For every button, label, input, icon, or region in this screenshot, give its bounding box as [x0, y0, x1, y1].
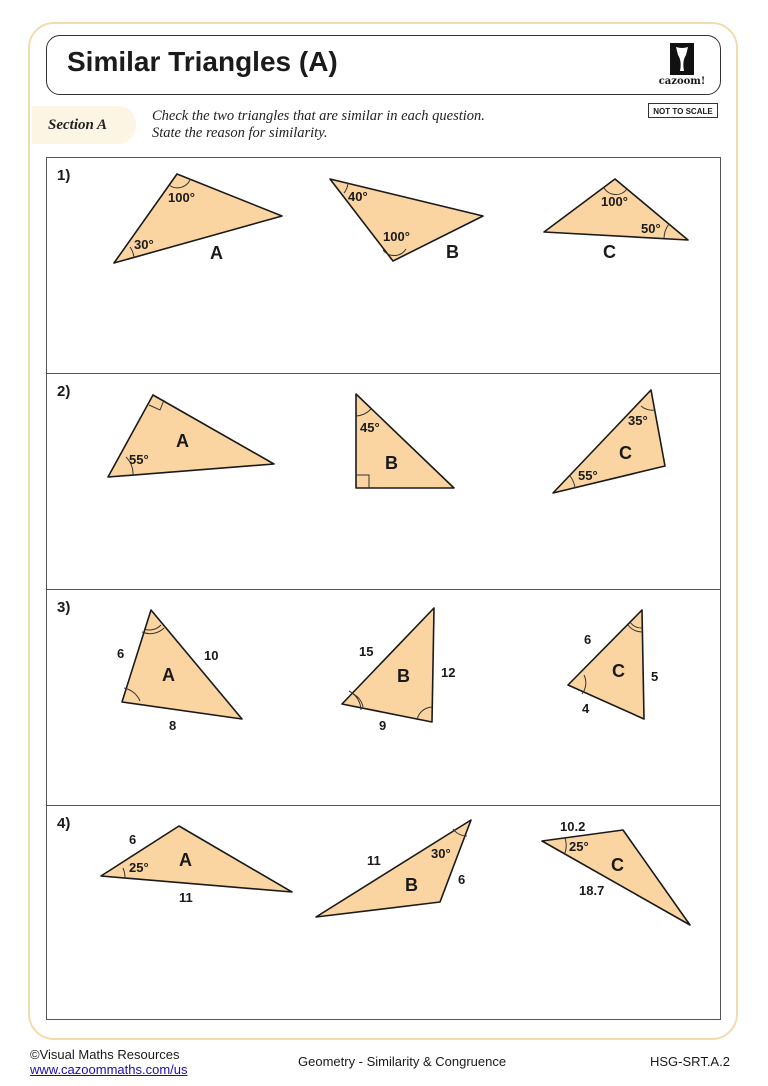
q1-a-angle-1: 100°: [168, 190, 195, 205]
q4-c-label: C: [611, 855, 624, 875]
q3-a-label: A: [162, 665, 175, 685]
question-number: 1): [57, 167, 71, 184]
logo-text: cazoom!: [658, 76, 706, 87]
question-3-panel: [46, 589, 721, 806]
footer-copyright: ©Visual Maths Resources: [30, 1047, 180, 1062]
footer-credits: [30, 1047, 188, 1077]
q2-b-label: B: [385, 453, 398, 473]
q3-b-side-3: 9: [379, 718, 387, 733]
q3-triangle-a[interactable]: [117, 610, 242, 733]
q3-b-label: B: [397, 666, 410, 686]
q4-c-side-1: 10.2: [560, 819, 586, 834]
q4-c-side-2: 18.7: [579, 883, 605, 898]
q4-b-angle: 30°: [431, 846, 451, 861]
q3-a-side-3: 8: [169, 718, 177, 733]
instruction-line-2: State the reason for similarity.: [152, 125, 328, 141]
cazoom-logo-icon: [656, 41, 708, 91]
q4-a-side-2: 11: [179, 890, 193, 905]
q2-a-angle-1: 55°: [129, 452, 149, 467]
q2-c-label: C: [619, 443, 632, 463]
question-number: 4): [57, 815, 71, 832]
q4-triangle-b[interactable]: [316, 820, 471, 917]
section-label: Section A: [48, 117, 108, 133]
q3-c-label: C: [612, 661, 625, 681]
q4-triangle-a[interactable]: [101, 826, 292, 905]
footer-code: HSG-SRT.A.2: [650, 1054, 730, 1069]
title-bar: [46, 35, 721, 95]
q1-c-angle-2: 50°: [641, 221, 661, 236]
q1-a-label: A: [210, 243, 223, 263]
instruction-line-1: Check the two triangles that are similar in each question.: [152, 108, 485, 124]
q4-b-side-1: 11: [367, 853, 381, 868]
q2-triangle-a[interactable]: [108, 395, 274, 477]
q4-c-angle: 25°: [569, 839, 589, 854]
q1-triangle-b[interactable]: [330, 179, 483, 262]
q1-b-label: B: [446, 242, 459, 262]
footer-topic: Geometry - Similarity & Congruence: [298, 1054, 507, 1069]
q3-c-side-2: 5: [651, 669, 659, 684]
q2-a-label: A: [176, 431, 189, 451]
q1-triangle-c[interactable]: [544, 179, 688, 262]
q3-c-side-3: 4: [582, 701, 590, 716]
q1-a-angle-2: 30°: [134, 237, 154, 252]
instructions: [152, 108, 485, 142]
not-to-scale-badge: NOT TO SCALE: [648, 103, 718, 118]
question-number: 2): [57, 383, 71, 400]
q4-triangle-c[interactable]: [542, 819, 690, 925]
q2-b-angle-1: 45°: [360, 420, 380, 435]
q3-triangle-b[interactable]: [342, 608, 455, 733]
q1-b-angle-1: 40°: [348, 189, 368, 204]
q2-c-angle-2: 55°: [578, 468, 598, 483]
q1-triangle-a[interactable]: [114, 174, 282, 263]
q1-c-angle-1: 100°: [601, 194, 628, 209]
q3-a-side-1: 6: [117, 646, 125, 661]
q1-b-angle-2: 100°: [383, 229, 410, 244]
section-tab: [32, 106, 136, 144]
q3-c-side-1: 6: [584, 632, 592, 647]
question-number: 3): [57, 599, 71, 616]
q2-c-angle-1: 35°: [628, 413, 648, 428]
q4-b-label: B: [405, 875, 418, 895]
q4-a-side-1: 6: [129, 832, 137, 847]
q2-triangle-c[interactable]: [553, 390, 665, 493]
question-4-panel: [46, 805, 721, 1020]
q4-a-label: A: [179, 850, 192, 870]
footer-url-link[interactable]: www.cazoommaths.com/us: [30, 1062, 188, 1077]
q3-triangle-c[interactable]: [568, 610, 658, 719]
q1-c-label: C: [603, 242, 616, 262]
q3-b-side-1: 15: [359, 644, 374, 659]
q4-b-side-2: 6: [458, 872, 466, 887]
page-title: Similar Triangles (A): [67, 46, 338, 77]
question-2-panel: [46, 373, 721, 590]
q3-b-side-2: 12: [441, 665, 456, 680]
q2-triangle-b[interactable]: [356, 394, 454, 488]
q3-a-side-2: 10: [204, 648, 219, 663]
q4-a-angle: 25°: [129, 860, 149, 875]
question-1-panel: [46, 157, 721, 374]
